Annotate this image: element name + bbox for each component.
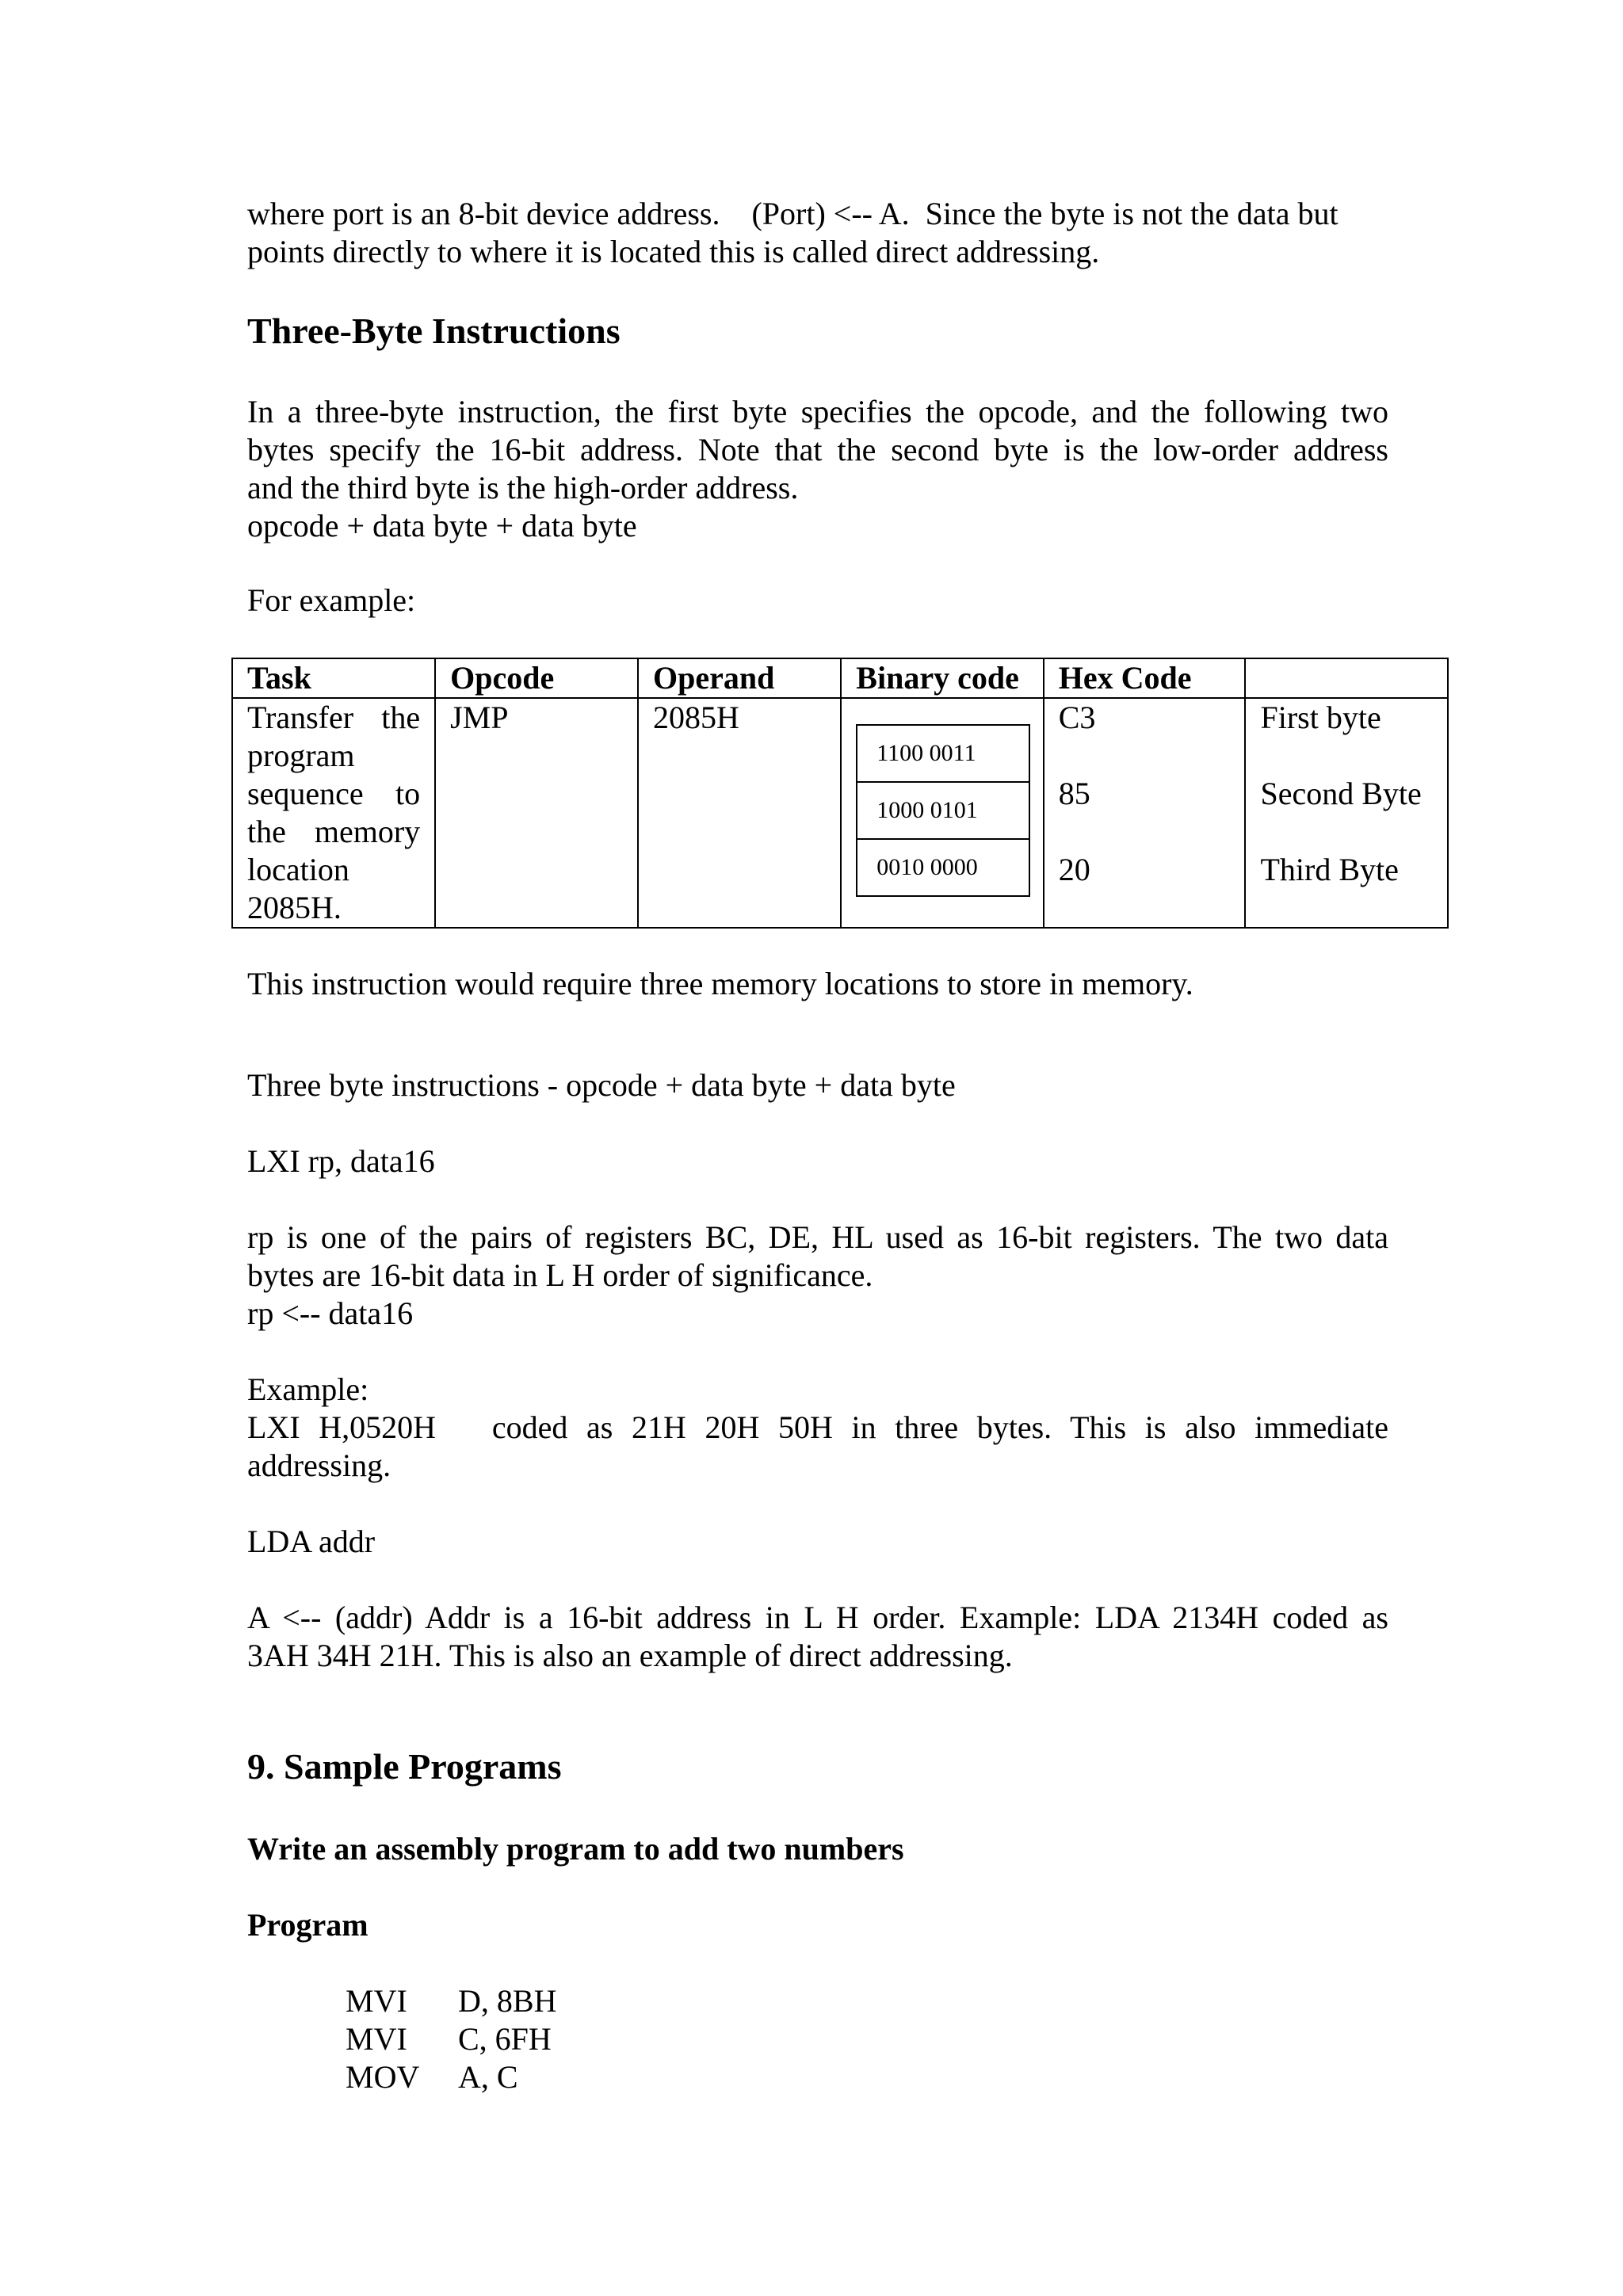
header-binary-code: Binary code (841, 658, 1043, 698)
hex-cell (1044, 698, 1246, 928)
memory-note-block (247, 965, 1388, 1003)
header-hex-code: Hex Code (1044, 658, 1246, 698)
operand-cell: 2085H (638, 698, 841, 928)
intro-line-1: where port is an 8-bit device address. (Port) <-- A. Since the byte is not the data but (247, 196, 1338, 231)
summary-block (247, 1066, 1388, 1104)
header-operand: Operand (638, 658, 841, 698)
header-task: Task (232, 658, 435, 698)
task-line-5: location (247, 852, 349, 887)
sample-task-block (247, 1830, 1388, 1868)
lda-instruction: LDA addr (247, 1524, 376, 1559)
code-args-3: A, C (458, 2059, 518, 2095)
rp-line-3: rp <-- data16 (247, 1295, 414, 1331)
example-label: Example: (247, 1371, 369, 1407)
binary-cell (841, 698, 1043, 928)
hex-byte-2: 85 (1058, 776, 1090, 811)
for-example-block (247, 582, 1388, 620)
intro-paragraph (247, 195, 1388, 271)
table-row (232, 698, 1448, 928)
program-label-block (247, 1906, 1388, 1944)
task-line-1: Transfer the (247, 700, 421, 735)
lda-line-1: A <-- (addr) Addr is a 16-bit address in L H order. Example: LDA 2134H coded as (247, 1600, 1388, 1635)
code-op-2: MVI (346, 2021, 407, 2057)
lxi-example-block (247, 1371, 1388, 1485)
binary-byte-2: 1000 0101 (856, 781, 1030, 840)
byte-label-1: First byte (1260, 700, 1381, 735)
intro-line-2: points directly to where it is located this is called direct addressing. (247, 234, 1100, 269)
code-op-1: MVI (346, 1983, 407, 2019)
three-byte-line-3: and the third byte is the high-order address. (247, 470, 799, 505)
lxi-example-line-1: LXI H,0520H coded as 21H 20H 50H in three bytes. This is also immediate (247, 1409, 1388, 1445)
binary-byte-3: 0010 0000 (856, 838, 1030, 897)
lda-block (247, 1523, 1388, 1561)
rp-paragraph (247, 1219, 1388, 1333)
three-byte-line-2: bytes specify the 16-bit address. Note that the second byte is the low-order address (247, 432, 1388, 467)
for-example-label: For example: (247, 582, 416, 618)
code-line-1 (346, 1982, 1487, 2020)
task-line-4: the memory (247, 814, 421, 849)
lxi-instruction: LXI rp, data16 (247, 1143, 435, 1179)
table-header-row (232, 658, 1448, 698)
header-blank (1245, 658, 1448, 698)
three-byte-section (247, 309, 1388, 353)
lda-line-2: 3AH 34H 21H. This is also an example of direct addressing. (247, 1638, 1013, 1673)
opcode-cell: JMP (435, 698, 638, 928)
header-opcode: Opcode (435, 658, 638, 698)
program-label: Program (247, 1907, 369, 1943)
three-byte-line-4: opcode + data byte + data byte (247, 508, 637, 543)
sample-programs-section (247, 1745, 1388, 1789)
sample-task-title: Write an assembly program to add two numbers (247, 1831, 904, 1867)
memory-note: This instruction would require three memory locations to store in memory. (247, 966, 1193, 1001)
byte-label-3: Third Byte (1260, 852, 1399, 887)
program-code (346, 1982, 1487, 2096)
byte-label-2: Second Byte (1260, 776, 1422, 811)
hex-byte-3: 20 (1058, 852, 1090, 887)
code-args-1: D, 8BH (458, 1983, 557, 2019)
three-byte-line-1: In a three-byte instruction, the first byte specifies the opcode, and the following two (247, 394, 1388, 429)
three-byte-paragraph (247, 393, 1388, 545)
task-line-3: sequence to (247, 776, 421, 811)
lxi-block (247, 1142, 1388, 1180)
code-args-2: C, 6FH (458, 2021, 552, 2057)
task-line-6: 2085H. (247, 890, 342, 925)
instruction-table (231, 658, 1449, 929)
binary-byte-1: 1100 0011 (856, 724, 1030, 783)
lda-paragraph (247, 1599, 1388, 1675)
binary-stack (856, 699, 1028, 927)
byte-label-cell (1245, 698, 1448, 928)
lxi-example-line-2: addressing. (247, 1447, 391, 1483)
task-cell (232, 698, 435, 928)
code-line-2 (346, 2020, 1487, 2058)
document-body (247, 195, 1388, 271)
code-line-3 (346, 2058, 1487, 2096)
rp-line-1: rp is one of the pairs of registers BC, DE, HL used as 16-bit registers. The two data (247, 1219, 1388, 1255)
rp-line-2: bytes are 16-bit data in L H order of significance. (247, 1257, 873, 1293)
sample-programs-heading: 9. Sample Programs (247, 1746, 562, 1787)
task-line-2: program (247, 738, 355, 773)
code-op-3: MOV (346, 2059, 420, 2095)
three-byte-summary: Three byte instructions - opcode + data byte + data byte (247, 1067, 956, 1103)
hex-byte-1: C3 (1058, 700, 1096, 735)
three-byte-heading: Three-Byte Instructions (247, 311, 621, 351)
